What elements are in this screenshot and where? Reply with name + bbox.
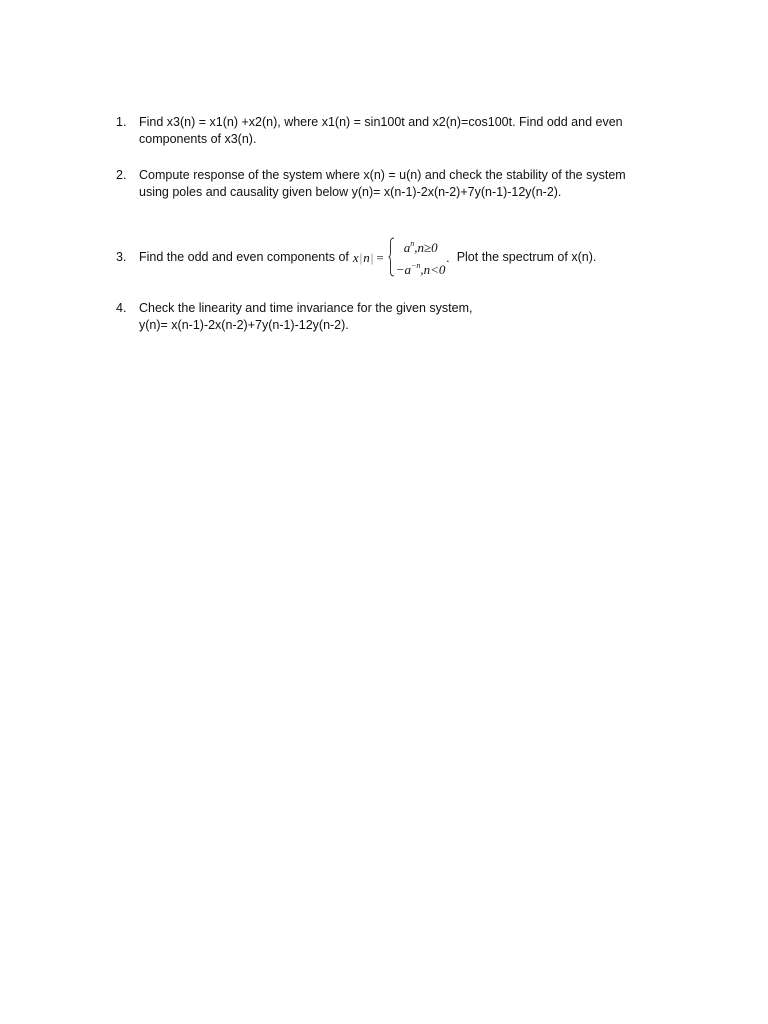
question-4-text xyxy=(139,300,656,334)
question-1-text xyxy=(139,114,656,148)
question-2-line-1: Compute response of the system where x(n) = u(n) and check the stability of the system xyxy=(139,168,626,182)
case-1 xyxy=(396,235,446,257)
question-2-line-2: using poles and causality given below y(n)= x(n-1)-2x(n-2)+7y(n-1)-12y(n-2). xyxy=(139,185,562,199)
question-2 xyxy=(116,167,656,201)
question-1 xyxy=(116,114,656,148)
left-brace-icon xyxy=(388,237,395,277)
case-2 xyxy=(396,257,446,279)
question-1-line-1: Find x3(n) = x1(n) +x2(n), where x1(n) = sin100t and x2(n)=cos100t. Find odd and even xyxy=(139,115,623,129)
case-2-exponent: −n xyxy=(411,261,421,270)
piecewise-cases xyxy=(388,235,446,279)
case-1-condition: ,n≥0 xyxy=(414,240,438,255)
question-3 xyxy=(116,235,656,279)
question-2-text xyxy=(139,167,656,201)
question-1-number: 1. xyxy=(116,115,127,129)
question-4 xyxy=(116,300,656,334)
bracket-right: | xyxy=(370,249,374,265)
question-4-line-2: y(n)= x(n-1)-2x(n-2)+7y(n-1)-12y(n-2). xyxy=(139,318,349,332)
question-list xyxy=(116,114,656,334)
case-1-exponent: n xyxy=(410,239,415,248)
bracket-left: | xyxy=(359,249,363,265)
equation-period: . xyxy=(446,249,450,265)
question-3-number: 3. xyxy=(116,249,127,264)
piecewise-equation xyxy=(353,235,453,279)
question-3-suffix: Plot the spectrum of x(n). xyxy=(456,249,597,264)
equation-index: n xyxy=(363,249,370,265)
question-4-number: 4. xyxy=(116,301,127,315)
question-2-number: 2. xyxy=(116,168,127,182)
equation-equals: = xyxy=(376,249,384,265)
question-3-text xyxy=(139,235,656,279)
cases-column xyxy=(396,235,446,279)
case-2-condition: ,n<0 xyxy=(420,262,446,277)
question-4-line-1: Check the linearity and time invariance for the given system, xyxy=(139,301,473,315)
case-2-base: −a xyxy=(395,262,411,277)
equation-var: x xyxy=(352,249,359,265)
question-1-line-2: components of x3(n). xyxy=(139,132,257,146)
question-3-prefix: Find the odd and even components of xyxy=(139,249,349,264)
case-1-base: a xyxy=(403,240,411,255)
